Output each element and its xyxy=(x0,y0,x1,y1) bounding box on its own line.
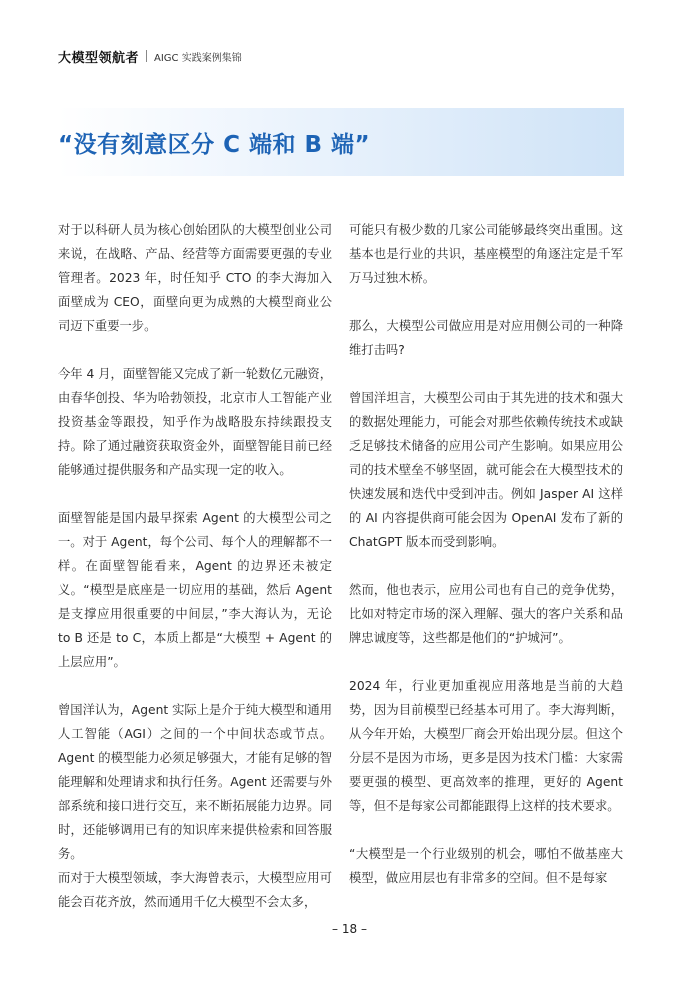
publication-brand: 大模型领航者 xyxy=(58,50,140,66)
paragraph: 可能只有极少数的几家公司能够最终突出重围。这基本也是行业的共识，基座模型的角逐注定是千军万马过独木桥。 xyxy=(349,223,623,285)
paragraph: 曾国洋坦言，大模型公司由于其先进的技术和强大的数据处理能力，可能会对那些依赖传统技术或缺乏足够技术储备的应用公司产生影响。如果应用公司的技术壁垒不够坚固，就可能会在大模型技术的快速发展和迭代中受到冲击。例如 Jasper AI 这样的 AI 内容提供商可能会因为 OpenAI 发布了新的 ChatGPT 版本而受到影响。 xyxy=(349,391,623,549)
paragraph: 2024 年，行业更加重视应用落地是当前的大趋势，因为目前模型已经基本可用了。李大海判断，从今年开始，大模型厂商会开始出现分层。但这个分层不是因为市场，更多是因为技术门槛：大家需要更强的模型、更高效率的推理，更好的 Agent 等，但不是每家公司都能跟得上这样的技术要求。 xyxy=(349,679,623,813)
paragraph: 那么，大模型公司做应用是对应用侧公司的一种降维打击吗? xyxy=(349,319,623,357)
left-column xyxy=(58,218,332,938)
section-banner xyxy=(58,108,624,176)
header-divider xyxy=(146,50,147,62)
paragraph: 然而，他也表示，应用公司也有自己的竞争优势，比如对特定市场的深入理解、强大的客户关系和品牌忠诚度等，这些都是他们的“护城河”。 xyxy=(349,583,623,645)
paragraph: 对于以科研人员为核心创始团队的大模型创业公司来说，在战略、产品、经营等方面需要更强的专业管理者。2023 年，时任知乎 CTO 的李大海加入面壁成为 CEO，面壁向更为成熟的大模型商业公司迈下重要一步。 xyxy=(58,223,332,333)
paragraph: “大模型是一个行业级别的机会，哪怕不做基座大模型，做应用层也有非常多的空间。但不是每家 xyxy=(349,847,623,885)
paragraph: 面壁智能是国内最早探索 Agent 的大模型公司之一。对于 Agent，每个公司、每个人的理解都不一样。在面壁智能看来，Agent 的边界还未被定义。“模型是底座是一切应用的基础，然后 Agent 是支撑应用很重要的中间层，”李大海认为，无论 to B 还是 to C，本质上都是“大模型 + Agent 的上层应用”。 xyxy=(58,511,332,669)
page-number: – 18 – xyxy=(332,922,367,936)
paragraph: 曾国洋认为，Agent 实际上是介于纯大模型和通用人工智能（AGI）之间的一个中间状态或节点。Agent 的模型能力必须足够强大，才能有足够的智能理解和处理请求和执行任务。Agent 还需要与外部系统和接口进行交互，来不断拓展能力边界。同时，还能够调用已有的知识库来提供检索和回答服务。 xyxy=(58,703,332,861)
section-title: “没有刻意区分 C 端和 B 端” xyxy=(58,132,371,158)
paragraph: 而对于大模型领域，李大海曾表示，大模型应用可能会百花齐放，然而通用千亿大模型不会太多， xyxy=(58,871,332,909)
publication-subtitle: AIGC 实践案例集锦 xyxy=(154,52,242,64)
running-header xyxy=(58,46,242,66)
paragraph: 今年 4 月，面壁智能又完成了新一轮数亿元融资，由春华创投、华为哈勃领投，北京市人工智能产业投资基金等跟投，知乎作为战略股东持续跟投支持。除了通过融资获取资金外，面壁智能目前已经能够通过提供服务和产品实现一定的收入。 xyxy=(58,367,332,477)
right-column xyxy=(349,218,623,914)
